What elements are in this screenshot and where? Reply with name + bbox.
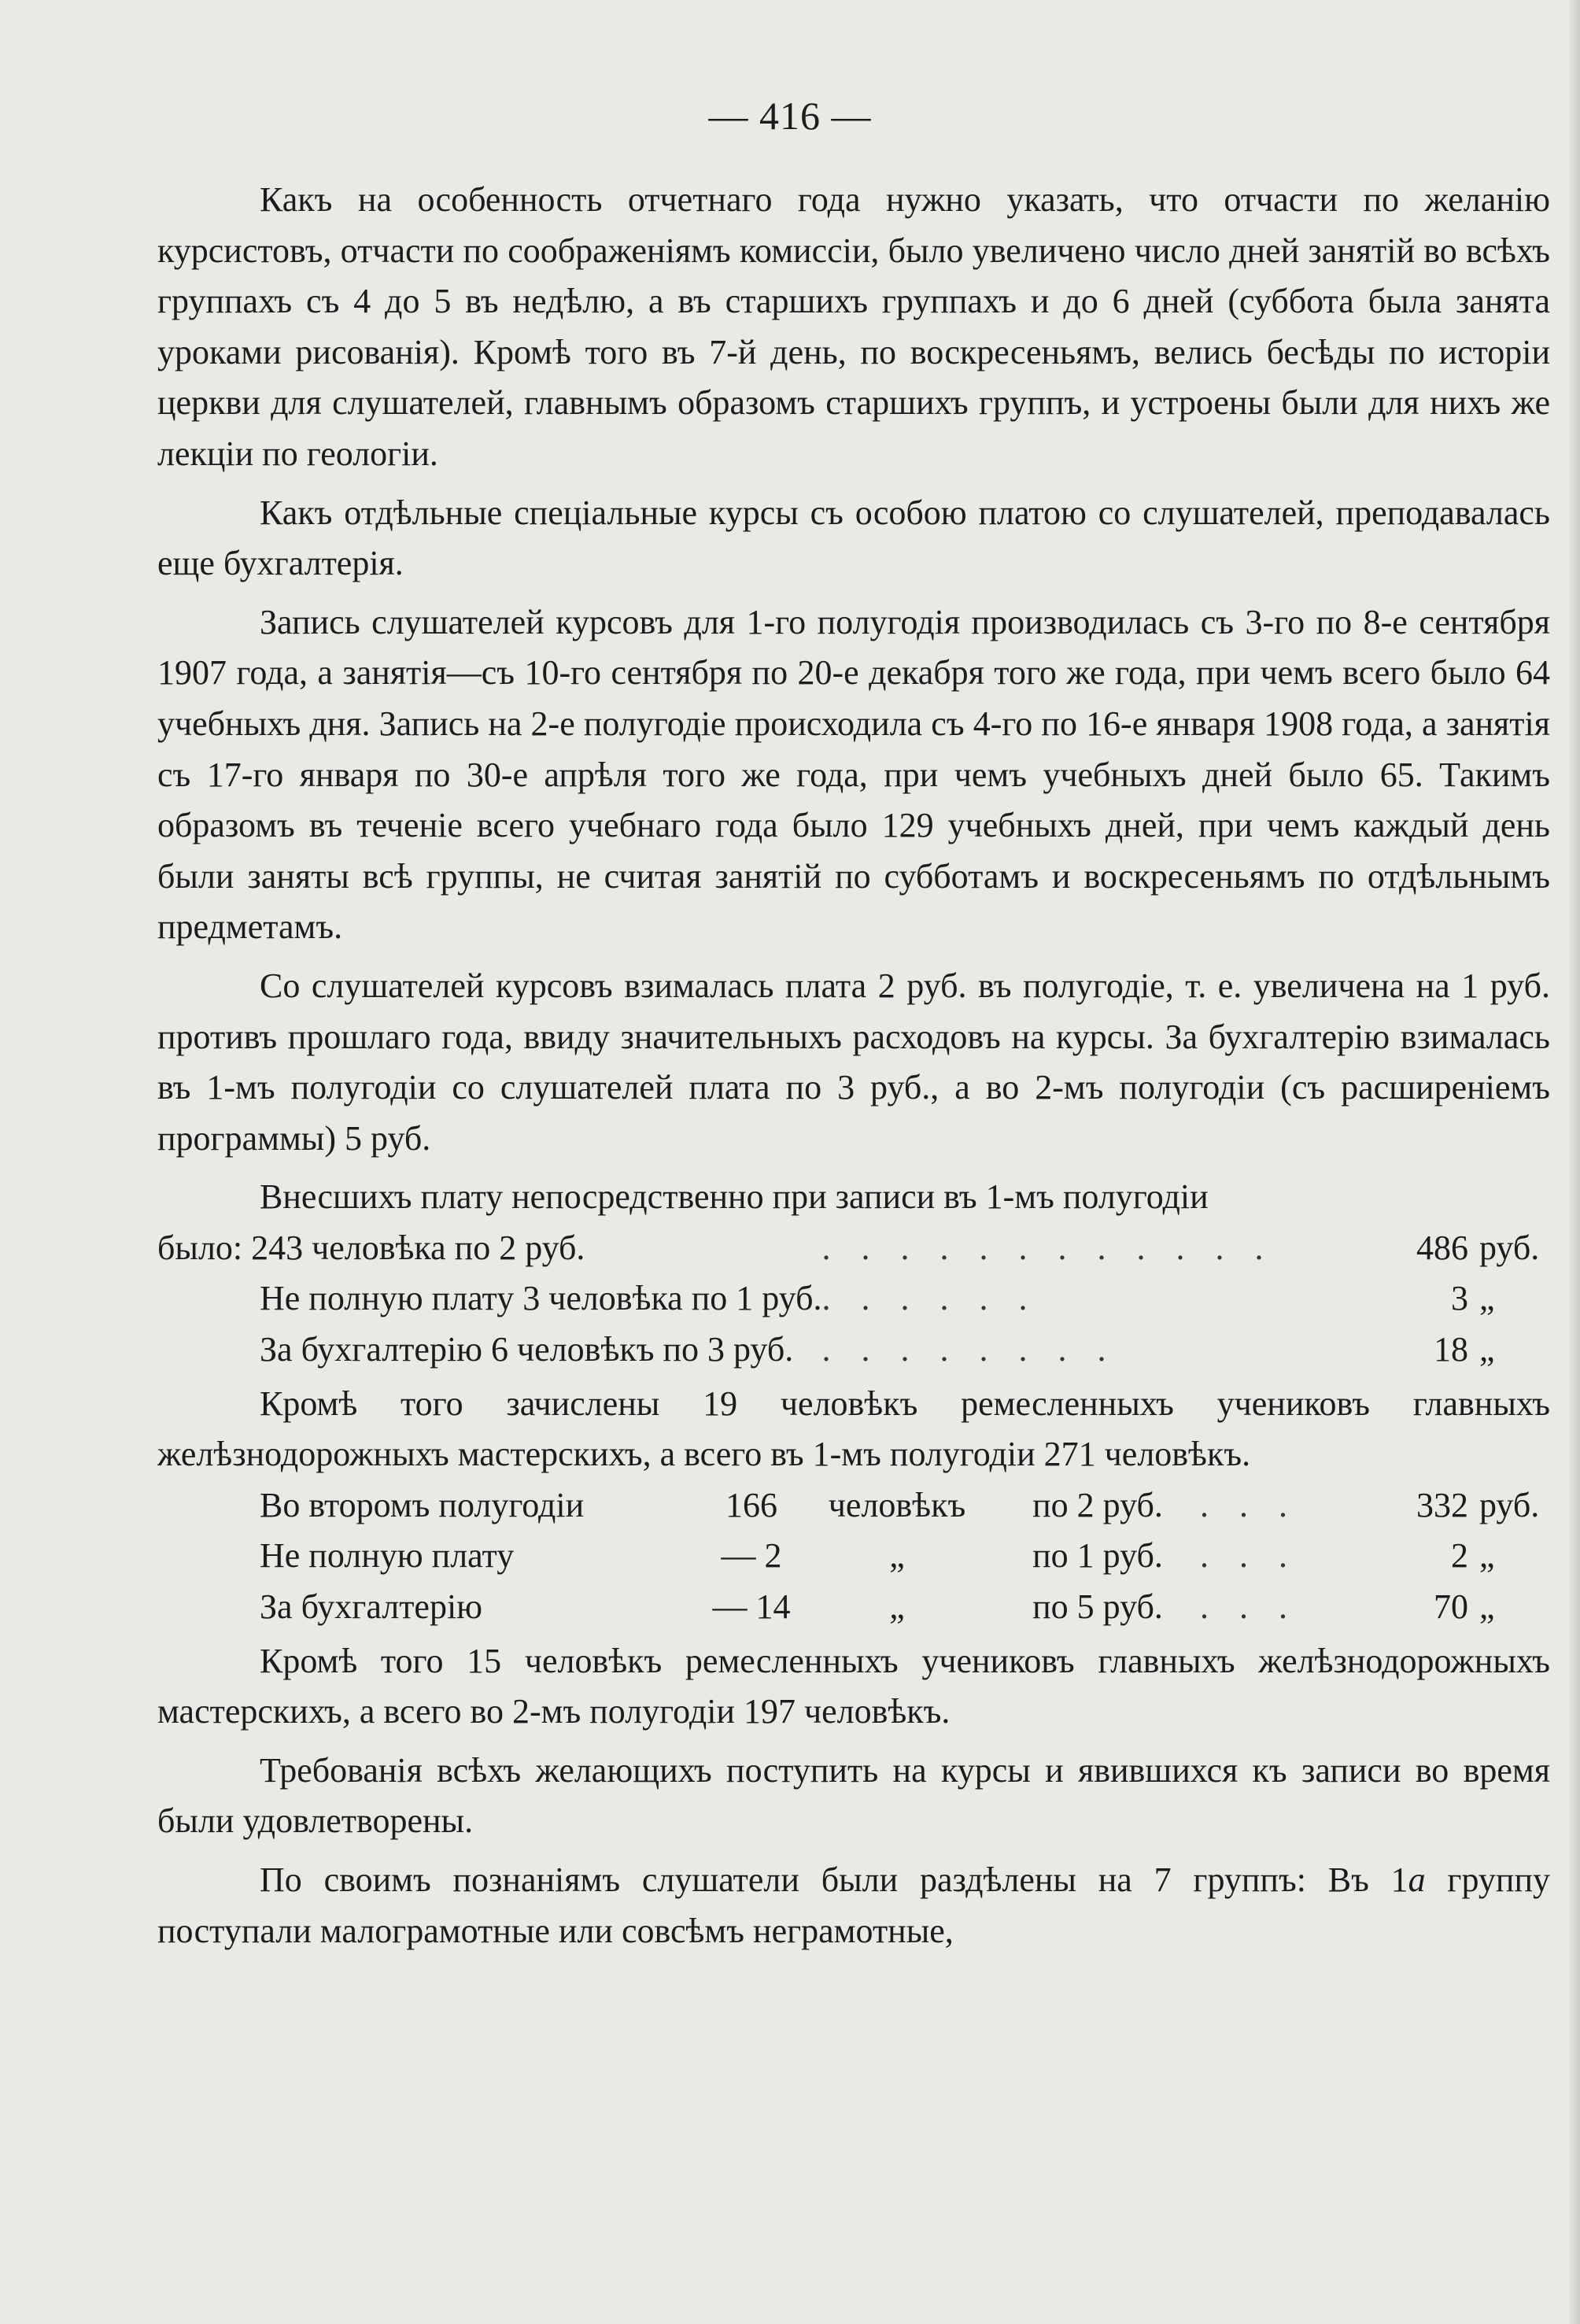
first-half-payments-table <box>157 1223 1550 1376</box>
paragraph-paid-intro: Внесшихъ плату непосредственно при записи въ 1-мъ полугодіи <box>260 1177 1209 1217</box>
row-currency: „ <box>1479 1330 1495 1369</box>
dot-leader: . . . . . . . . . . . . <box>821 1228 1275 1267</box>
row-unit: человѣкъ <box>828 1485 966 1524</box>
row-rate: по 1 руб. <box>1032 1536 1163 1576</box>
paragraph-special-courses: Какъ отдѣльные спеціальные курсы съ особою платою со слушателей, преподавалась еще бухгалтерія. <box>157 493 1550 583</box>
row-amount: 486 <box>1416 1228 1468 1267</box>
page-number: — 416 — <box>708 94 872 138</box>
row-count: — 14 <box>712 1587 791 1627</box>
row-currency: руб. <box>1479 1485 1540 1524</box>
table-row <box>157 1223 1550 1274</box>
row-amount: 3 <box>1451 1279 1468 1318</box>
row-label: Не полную плату 3 человѣка по 1 руб. <box>260 1279 822 1318</box>
row-currency: „ <box>1479 1587 1495 1627</box>
row-amount: 18 <box>1434 1330 1468 1369</box>
row-currency: „ <box>1479 1536 1495 1576</box>
row-currency: руб. <box>1479 1228 1540 1267</box>
row-label: За бухгалтерію 6 человѣкъ по 3 руб. <box>260 1330 794 1369</box>
table-row <box>157 1480 1550 1531</box>
row-label: Во второмъ полугодіи <box>260 1485 585 1524</box>
row-label: Не полную плату <box>260 1536 515 1576</box>
dot-leader: . . . <box>1200 1536 1298 1576</box>
groups-text-end: группу поступали малограмотные или совсѣмъ неграмотные, <box>157 1860 1550 1950</box>
row-rate: по 2 руб. <box>1032 1485 1163 1524</box>
page-edge <box>1569 0 1580 2324</box>
row-amount: 2 <box>1451 1536 1468 1576</box>
table-row <box>157 1582 1550 1633</box>
row-unit: „ <box>889 1536 905 1576</box>
row-label: было: 243 человѣка по 2 руб. <box>157 1228 585 1267</box>
paragraph-fees: Со слушателей курсовъ взималась плата 2 руб. въ полугодіе, т. е. увеличена на 1 руб. противъ прошлаго года, ввиду значительныхъ расходовъ на курсы. За бухгалтерію взималась въ 1-мъ полугодіи со слушателей плата по 3 руб., а во 2-мъ полугодіи (съ расширеніемъ программы) 5 руб. <box>157 966 1550 1158</box>
row-amount: 332 <box>1416 1485 1468 1524</box>
page-body <box>157 175 1550 1956</box>
dot-leader: . . . <box>1200 1485 1298 1524</box>
dot-leader: . . . <box>1200 1587 1298 1627</box>
table-row <box>157 1325 1550 1376</box>
row-currency: „ <box>1479 1279 1495 1318</box>
paragraph-enrollment-dates: Запись слушателей курсовъ для 1-го полугодія производилась съ 3-го по 8-е сентября 1907 года, а занятія—съ 10-го сентября по 20-е декабря того же года, при чемъ всего было 64 учебныхъ дня. Запись на 2-е полугодіе происходила съ 4-го по 16-е января 1908 года, а занятія съ 17-го января по 30-е апрѣля того же года, при чемъ учебныхъ дней было 65. Такимъ образомъ въ теченіе всего учебнаго года было 129 учебныхъ дней, при чемъ каждый день были заняты всѣ группы, не считая занятій по субботамъ и воскресеньямъ по отдѣльнымъ предметамъ. <box>157 602 1550 947</box>
groups-text-start: По своимъ познаніямъ слушатели были раздѣлены на 7 группъ: Въ 1 <box>260 1860 1408 1899</box>
second-half-payments-table <box>157 1480 1550 1633</box>
row-rate: по 5 руб. <box>1032 1587 1163 1627</box>
dot-leader: . . . . . . . . <box>821 1330 1117 1369</box>
row-unit: „ <box>889 1587 905 1627</box>
paragraph-groups <box>157 1855 1550 1956</box>
dot-leader: . . . . . . <box>821 1279 1039 1318</box>
row-count: — 2 <box>721 1536 782 1576</box>
group-letter: а <box>1408 1860 1426 1899</box>
paragraph-first-half-extra: Кромѣ того зачислены 19 человѣкъ ремесленныхъ учениковъ главныхъ желѣзнодорожныхъ мастерскихъ, а всего въ 1-мъ полугодіи 271 человѣкъ. <box>157 1384 1550 1474</box>
row-label: За бухгалтерію <box>260 1587 483 1627</box>
paragraph-special-features: Какъ на особенность отчетнаго года нужно указать, что отчасти по желанію курсистовъ, отчасти по соображеніямъ комиссіи, было увеличено число дней занятій во всѣхъ группахъ съ 4 до 5 въ недѣлю, а въ старшихъ группахъ и до 6 дней (суббота была занята уроками рисованія). Кромѣ того въ 7-й день, по воскресеньямъ, велись бесѣды по исторіи церкви для слушателей, главнымъ образомъ старшихъ группъ, и устроены были для нихъ же лекціи по геологіи. <box>157 180 1550 473</box>
paragraph-second-half-extra: Кромѣ того 15 человѣкъ ремесленныхъ учениковъ главныхъ желѣзнодорожныхъ мастерскихъ, а всего во 2-мъ полугодіи 197 человѣкъ. <box>157 1641 1550 1731</box>
row-count: 166 <box>725 1485 777 1524</box>
table-row <box>157 1273 1550 1325</box>
table-row <box>157 1531 1550 1582</box>
row-amount: 70 <box>1434 1587 1468 1627</box>
paragraph-requests-satisfied: Требованія всѣхъ желающихъ поступить на курсы и явившихся къ записи во время были удовлетворены. <box>157 1750 1550 1841</box>
